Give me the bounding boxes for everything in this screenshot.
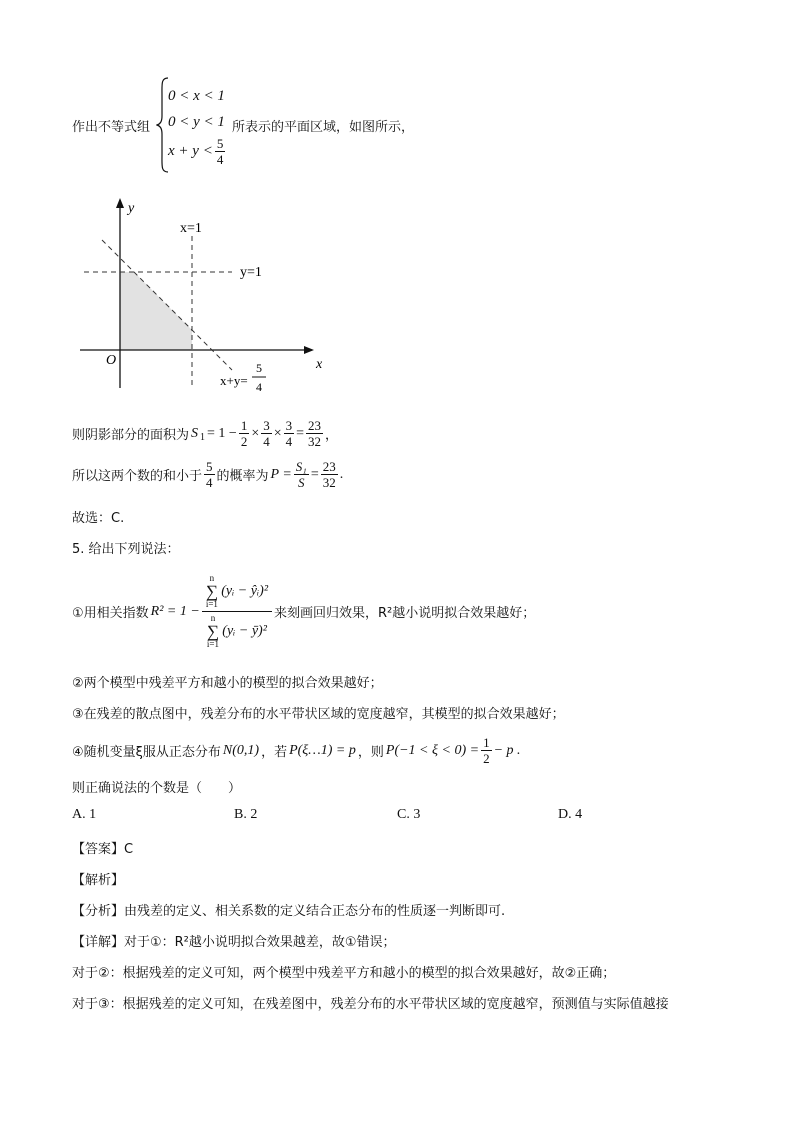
xiangjie-text: 【详解】对于①：R²越小说明拟合效果越差，故①错误；: [72, 935, 396, 950]
case-2: 0 < y < 1: [168, 114, 225, 130]
question-prompt: 则正确说法的个数是（ ）: [72, 781, 242, 796]
statement-2: ②两个模型中残差平方和越小的模型的拟合效果越好；: [72, 676, 383, 691]
diag-frac-num: 5: [256, 361, 262, 375]
q5-title: 5. 给出下列说法：: [72, 542, 180, 557]
statement-1: ①用相关指数 R² = 1 − n ∑ i=1 (yᵢ − ŷᵢ)² n ∑ i=1 (yᵢ − ȳ)² 来刻画回归效果，R²越小说明拟合效果越好；: [72, 573, 536, 649]
y1-label: y=1: [240, 265, 262, 280]
origin-label: O: [106, 353, 117, 368]
diag-label: x+y=: [220, 373, 248, 388]
answer-label: 【答案】C: [72, 842, 134, 857]
diag-frac-den: 4: [256, 380, 262, 394]
area-line: 则阴影部分的面积为 S 1 = 1 − $\frac{1}{2}$ × $\frac{3}{4}$ × $\frac{3}{4}$ = $\frac{23}{32}$ ，: [72, 418, 339, 449]
case-3: x + y < $\frac{5}{4}$: [168, 136, 224, 167]
analysis-label: 【解析】: [72, 873, 125, 888]
detail-2-text: 对于②：根据残差的定义可知，两个模型中残差平方和越小的模型的拟合效果越好，故②正确；: [72, 966, 616, 981]
intro-suffix: 所表示的平面区域，如图所示，: [232, 120, 415, 135]
option-a: A. 1: [72, 807, 97, 822]
x-axis-label: x: [316, 357, 323, 372]
x-axis-arrow: [304, 346, 314, 354]
r2-fraction: n ∑ i=1 (yᵢ − ŷᵢ)² n ∑ i=1 (yᵢ − ȳ)²: [202, 572, 272, 651]
option-c: C. 3: [397, 807, 421, 822]
fenxi-text: 【分析】由残差的定义、相关系数的定义结合正态分布的性质逐一判断即可.: [72, 904, 506, 919]
region-graph: [76, 192, 336, 402]
prob-line: 所以这两个数的和小于 $\frac{5}{4}$ 的概率为 P = $\frac{\text{S₁}}{S}$ = $\frac{23}{32}$ .: [72, 459, 344, 490]
case-3-fraction: $\frac{5}{4}$: [216, 136, 224, 167]
choose-answer: 故选：C.: [72, 511, 125, 526]
shaded-region: [120, 272, 192, 350]
detail-3-text: 对于③：根据残差的定义可知，在残差图中，残差分布的水平带状区域的宽度越窄，预测值与实际值越接: [72, 997, 669, 1012]
intro-prefix: 作出不等式组: [72, 120, 151, 135]
y-axis-label: y: [128, 201, 135, 216]
statement-3: ③在残差的散点图中，残差分布的水平带状区域的宽度越窄，其模型的拟合效果越好；: [72, 707, 565, 722]
statement-4: ④随机变量ξ服从正态分布 N(0,1) ，若 P(ξ…1) = p ，则 P(−1 < ξ < 0) = $\frac{1}{2}$ − p .: [72, 735, 521, 766]
case-1: 0 < x < 1: [168, 88, 225, 104]
option-b: B. 2: [234, 807, 258, 822]
option-d: D. 4: [558, 807, 583, 822]
y-axis-arrow: [116, 198, 124, 208]
x1-label: x=1: [180, 221, 202, 236]
